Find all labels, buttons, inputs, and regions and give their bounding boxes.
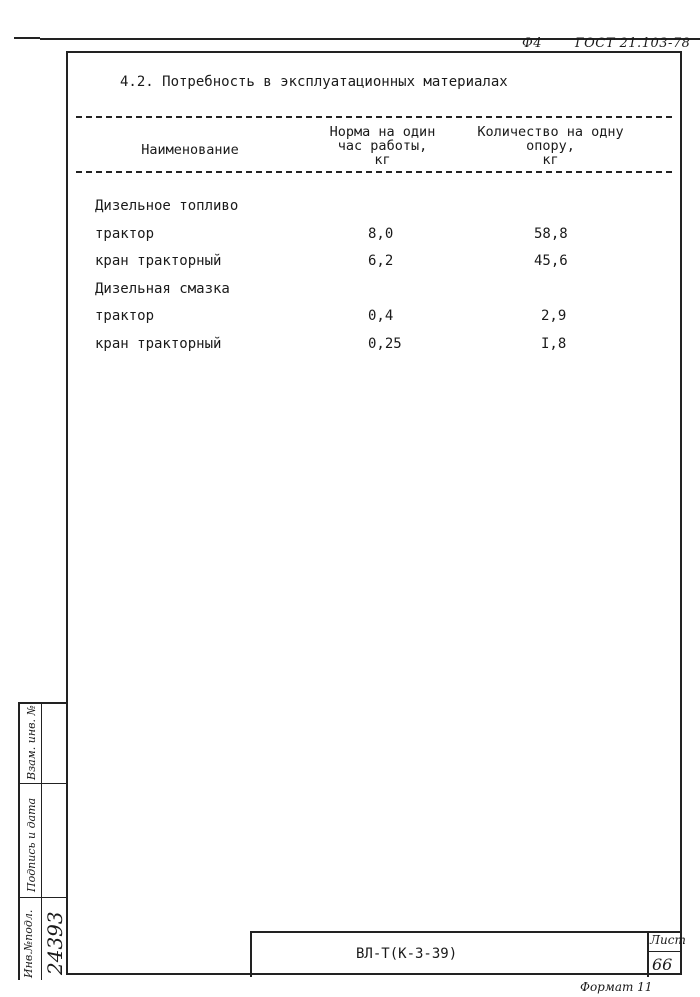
format-label: Формат 11 xyxy=(580,980,653,994)
table-row-name: кран тракторный xyxy=(95,253,222,269)
col-header-name: Наименование xyxy=(141,142,239,158)
sheet-mark: Ф4 xyxy=(522,36,543,51)
page-frame xyxy=(66,51,682,975)
title-block xyxy=(250,931,682,977)
inv-label: Инв.№подл. xyxy=(22,909,35,978)
table-row-norm: 6,2 xyxy=(368,253,394,269)
table-row-norm: 0,4 xyxy=(368,308,394,324)
top-rule-left xyxy=(14,37,40,39)
margin-stamp-rule xyxy=(18,783,66,784)
sheet-label: Лист xyxy=(650,933,686,947)
table-row-qty: 2,9 xyxy=(541,308,567,324)
table-row-name: Дизельная смазка xyxy=(95,281,230,297)
table-row-name: кран тракторный xyxy=(95,336,222,352)
document-code: ВЛ-Т(К-3-39) xyxy=(356,946,458,962)
margin-stamp-rule xyxy=(18,897,66,898)
col-header-norm: Норма на один час работы, кг xyxy=(329,124,436,168)
table-row-qty: 45,6 xyxy=(534,253,568,269)
table-header-rule xyxy=(76,171,672,173)
sheet-number: 66 xyxy=(652,955,673,974)
sign-date-label: Подпись и дата xyxy=(25,797,38,892)
title-block-rule xyxy=(647,951,682,952)
table-row-norm: 0,25 xyxy=(368,336,402,352)
margin-stamp-divider xyxy=(41,702,42,980)
table-row-qty: 58,8 xyxy=(534,226,568,242)
inv-number: 24393 xyxy=(43,911,67,975)
table-row-name: Дизельное топливо xyxy=(95,198,239,214)
table-top-rule xyxy=(76,116,672,118)
table-row-name: трактор xyxy=(95,226,155,242)
title-block-divider xyxy=(647,931,649,977)
col-header-qty: Количество на одну опору, кг xyxy=(477,124,624,168)
table-row-norm: 8,0 xyxy=(368,226,394,242)
table-row-qty: I,8 xyxy=(541,336,567,352)
replace-inv-label: Взам. инв. № xyxy=(25,705,38,780)
section-title: 4.2. Потребность в эксплуатационных материалах xyxy=(120,74,508,90)
table-row-name: трактор xyxy=(95,308,155,324)
standard-code: ГОСТ 21.103-78 xyxy=(575,36,691,51)
